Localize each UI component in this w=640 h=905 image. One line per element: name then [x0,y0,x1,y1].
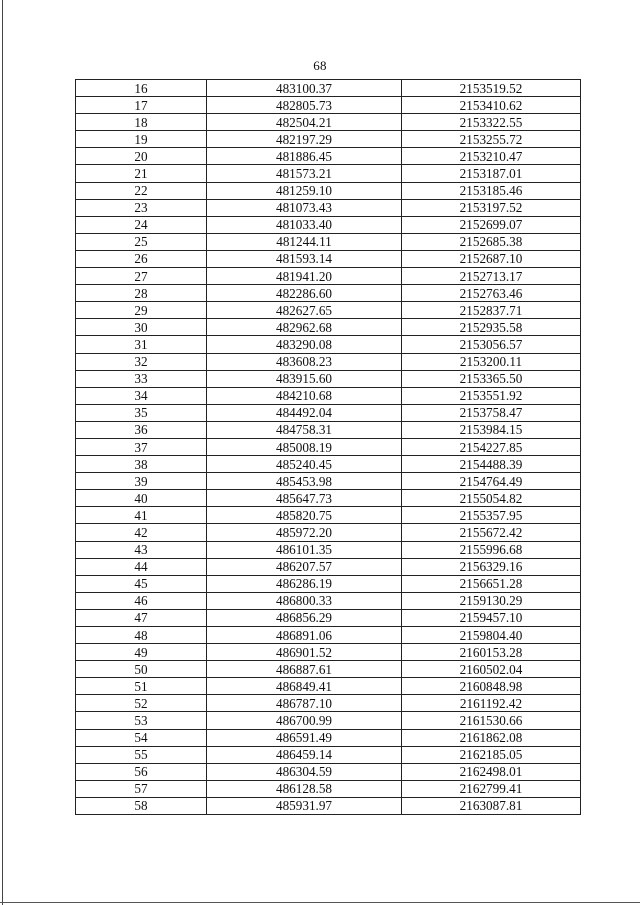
point-number-cell: 40 [76,490,207,507]
point-number-cell: 18 [76,114,207,131]
point-number-cell: 25 [76,233,207,250]
y-coordinate-cell: 2153984.15 [402,421,581,438]
x-coordinate-cell: 484210.68 [207,387,402,404]
table-row [76,97,581,114]
table-row [76,233,581,250]
point-number-cell: 21 [76,165,207,182]
table-row [76,712,581,729]
table-row [76,609,581,626]
table-row [76,182,581,199]
table-row [76,627,581,644]
point-number-cell: 33 [76,370,207,387]
point-number-cell: 30 [76,319,207,336]
y-coordinate-cell: 2160502.04 [402,661,581,678]
y-coordinate-cell: 2153758.47 [402,404,581,421]
x-coordinate-cell: 486304.59 [207,763,402,780]
y-coordinate-cell: 2153187.01 [402,165,581,182]
point-number-cell: 48 [76,627,207,644]
y-coordinate-cell: 2156651.28 [402,575,581,592]
table-row [76,199,581,216]
table-row [76,746,581,763]
x-coordinate-cell: 482627.65 [207,302,402,319]
table-row [76,797,581,814]
x-coordinate-cell: 481941.20 [207,268,402,285]
y-coordinate-cell: 2153200.11 [402,353,581,370]
x-coordinate-cell: 486128.58 [207,780,402,797]
table-row [76,250,581,267]
point-number-cell: 47 [76,609,207,626]
x-coordinate-cell: 486101.35 [207,541,402,558]
point-number-cell: 27 [76,268,207,285]
y-coordinate-cell: 2153197.52 [402,199,581,216]
coordinates-table [75,79,581,815]
x-coordinate-cell: 485453.98 [207,473,402,490]
table-row [76,353,581,370]
y-coordinate-cell: 2156329.16 [402,558,581,575]
point-number-cell: 43 [76,541,207,558]
coordinates-table-body [76,80,581,815]
table-row [76,473,581,490]
table-row [76,165,581,182]
x-coordinate-cell: 485931.97 [207,797,402,814]
x-coordinate-cell: 485008.19 [207,438,402,455]
table-row [76,421,581,438]
table-row [76,644,581,661]
point-number-cell: 50 [76,661,207,678]
table-row [76,438,581,455]
point-number-cell: 55 [76,746,207,763]
y-coordinate-cell: 2152687.10 [402,250,581,267]
y-coordinate-cell: 2161862.08 [402,729,581,746]
point-number-cell: 38 [76,456,207,473]
y-coordinate-cell: 2152935.58 [402,319,581,336]
y-coordinate-cell: 2155054.82 [402,490,581,507]
table-row [76,268,581,285]
y-coordinate-cell: 2153255.72 [402,131,581,148]
x-coordinate-cell: 485240.45 [207,456,402,473]
x-coordinate-cell: 483915.60 [207,370,402,387]
y-coordinate-cell: 2152713.17 [402,268,581,285]
point-number-cell: 45 [76,575,207,592]
table-row [76,541,581,558]
table-row [76,524,581,541]
x-coordinate-cell: 485820.75 [207,507,402,524]
point-number-cell: 44 [76,558,207,575]
x-coordinate-cell: 486849.41 [207,678,402,695]
x-coordinate-cell: 486891.06 [207,627,402,644]
point-number-cell: 58 [76,797,207,814]
x-coordinate-cell: 485647.73 [207,490,402,507]
y-coordinate-cell: 2155672.42 [402,524,581,541]
table-row [76,695,581,712]
point-number-cell: 34 [76,387,207,404]
point-number-cell: 32 [76,353,207,370]
y-coordinate-cell: 2152763.46 [402,285,581,302]
x-coordinate-cell: 486787.10 [207,695,402,712]
x-coordinate-cell: 482962.68 [207,319,402,336]
table-row [76,507,581,524]
x-coordinate-cell: 481886.45 [207,148,402,165]
x-coordinate-cell: 483608.23 [207,353,402,370]
table-row [76,131,581,148]
point-number-cell: 57 [76,780,207,797]
point-number-cell: 54 [76,729,207,746]
x-coordinate-cell: 484492.04 [207,404,402,421]
y-coordinate-cell: 2162185.05 [402,746,581,763]
y-coordinate-cell: 2163087.81 [402,797,581,814]
y-coordinate-cell: 2154227.85 [402,438,581,455]
point-number-cell: 22 [76,182,207,199]
y-coordinate-cell: 2162498.01 [402,763,581,780]
x-coordinate-cell: 486591.49 [207,729,402,746]
table-row [76,592,581,609]
y-coordinate-cell: 2155996.68 [402,541,581,558]
x-coordinate-cell: 482286.60 [207,285,402,302]
point-number-cell: 56 [76,763,207,780]
y-coordinate-cell: 2152685.38 [402,233,581,250]
x-coordinate-cell: 486207.57 [207,558,402,575]
point-number-cell: 53 [76,712,207,729]
point-number-cell: 36 [76,421,207,438]
point-number-cell: 46 [76,592,207,609]
point-number-cell: 26 [76,250,207,267]
point-number-cell: 35 [76,404,207,421]
table-row [76,558,581,575]
table-row [76,456,581,473]
x-coordinate-cell: 481593.14 [207,250,402,267]
y-coordinate-cell: 2153365.50 [402,370,581,387]
x-coordinate-cell: 486800.33 [207,592,402,609]
y-coordinate-cell: 2153410.62 [402,97,581,114]
point-number-cell: 23 [76,199,207,216]
x-coordinate-cell: 481244.11 [207,233,402,250]
point-number-cell: 31 [76,336,207,353]
x-coordinate-cell: 486901.52 [207,644,402,661]
y-coordinate-cell: 2159457.10 [402,609,581,626]
y-coordinate-cell: 2160848.98 [402,678,581,695]
point-number-cell: 20 [76,148,207,165]
x-coordinate-cell: 483290.08 [207,336,402,353]
table-row [76,370,581,387]
table-row [76,148,581,165]
table-row [76,678,581,695]
y-coordinate-cell: 2155357.95 [402,507,581,524]
y-coordinate-cell: 2154764.49 [402,473,581,490]
x-coordinate-cell: 484758.31 [207,421,402,438]
x-coordinate-cell: 481033.40 [207,216,402,233]
point-number-cell: 24 [76,216,207,233]
x-coordinate-cell: 482197.29 [207,131,402,148]
point-number-cell: 51 [76,678,207,695]
point-number-cell: 29 [76,302,207,319]
point-number-cell: 52 [76,695,207,712]
x-coordinate-cell: 486856.29 [207,609,402,626]
table-row [76,763,581,780]
point-number-cell: 39 [76,473,207,490]
x-coordinate-cell: 486459.14 [207,746,402,763]
table-row [76,387,581,404]
y-coordinate-cell: 2160153.28 [402,644,581,661]
table-row [76,661,581,678]
table-row [76,319,581,336]
point-number-cell: 17 [76,97,207,114]
y-coordinate-cell: 2162799.41 [402,780,581,797]
y-coordinate-cell: 2153185.46 [402,182,581,199]
table-row [76,285,581,302]
y-coordinate-cell: 2161530.66 [402,712,581,729]
table-row [76,336,581,353]
table-row [76,114,581,131]
x-coordinate-cell: 483100.37 [207,80,402,97]
y-coordinate-cell: 2152699.07 [402,216,581,233]
table-row [76,80,581,97]
point-number-cell: 49 [76,644,207,661]
x-coordinate-cell: 482504.21 [207,114,402,131]
y-coordinate-cell: 2159804.40 [402,627,581,644]
x-coordinate-cell: 486286.19 [207,575,402,592]
x-coordinate-cell: 481573.21 [207,165,402,182]
point-number-cell: 37 [76,438,207,455]
x-coordinate-cell: 482805.73 [207,97,402,114]
x-coordinate-cell: 481259.10 [207,182,402,199]
table-row [76,302,581,319]
scan-border-left [2,0,3,905]
table-row [76,780,581,797]
scan-border-bottom [0,902,640,903]
point-number-cell: 16 [76,80,207,97]
y-coordinate-cell: 2152837.71 [402,302,581,319]
table-row [76,729,581,746]
point-number-cell: 41 [76,507,207,524]
table-row [76,216,581,233]
y-coordinate-cell: 2153210.47 [402,148,581,165]
y-coordinate-cell: 2154488.39 [402,456,581,473]
y-coordinate-cell: 2153056.57 [402,336,581,353]
x-coordinate-cell: 481073.43 [207,199,402,216]
y-coordinate-cell: 2153551.92 [402,387,581,404]
table-row [76,404,581,421]
x-coordinate-cell: 485972.20 [207,524,402,541]
y-coordinate-cell: 2159130.29 [402,592,581,609]
x-coordinate-cell: 486700.99 [207,712,402,729]
table-row [76,490,581,507]
point-number-cell: 19 [76,131,207,148]
y-coordinate-cell: 2161192.42 [402,695,581,712]
y-coordinate-cell: 2153322.55 [402,114,581,131]
point-number-cell: 28 [76,285,207,302]
table-row [76,575,581,592]
x-coordinate-cell: 486887.61 [207,661,402,678]
point-number-cell: 42 [76,524,207,541]
y-coordinate-cell: 2153519.52 [402,80,581,97]
page-number: 68 [313,58,327,73]
